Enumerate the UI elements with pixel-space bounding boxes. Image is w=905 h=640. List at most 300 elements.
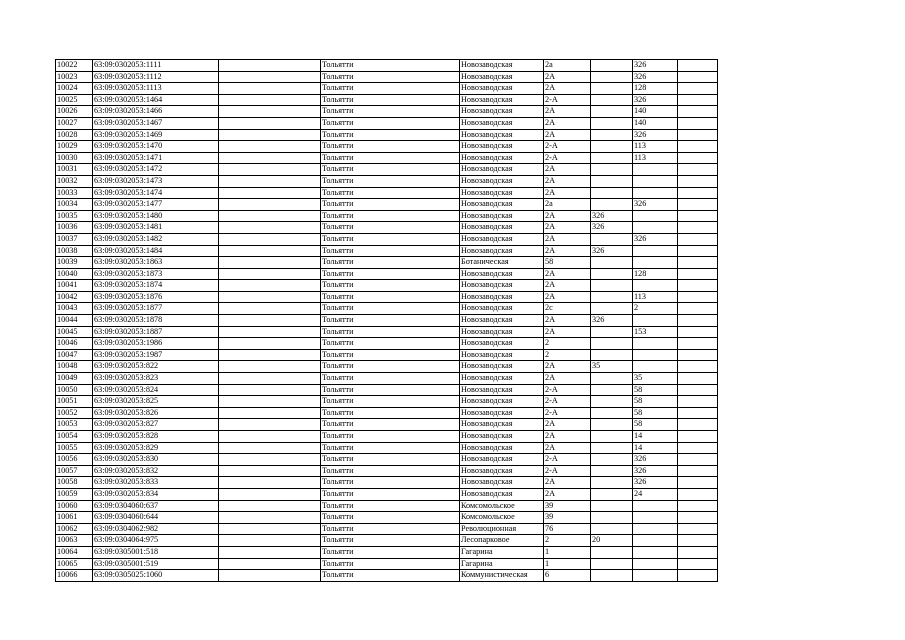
street-cell: Новозаводская: [460, 222, 544, 234]
extra-cell: [678, 187, 718, 199]
number-cell: 10036: [56, 222, 93, 234]
extra-cell: [678, 129, 718, 141]
house-cell: 2: [544, 338, 591, 350]
street-cell: Новозаводская: [460, 349, 544, 361]
city-cell: Тольятти: [321, 303, 460, 315]
value-b-cell: [633, 546, 678, 558]
number-cell: 10031: [56, 164, 93, 176]
city-cell: Тольятти: [321, 431, 460, 443]
value-a-cell: [591, 233, 633, 245]
extra-cell: [678, 396, 718, 408]
table-row: [56, 60, 718, 72]
extra-cell: [678, 199, 718, 211]
value-a-cell: 326: [591, 222, 633, 234]
value-b-cell: 58: [633, 419, 678, 431]
value-a-cell: [591, 94, 633, 106]
street-cell: Новозаводская: [460, 419, 544, 431]
city-cell: Тольятти: [321, 465, 460, 477]
value-b-cell: 326: [633, 477, 678, 489]
value-b-cell: [633, 338, 678, 350]
value-b-cell: 35: [633, 373, 678, 385]
table-row: [56, 117, 718, 129]
table-row: [56, 222, 718, 234]
number-cell: 10057: [56, 465, 93, 477]
table-row: [56, 558, 718, 570]
value-b-cell: [633, 245, 678, 257]
value-b-cell: [633, 175, 678, 187]
value-a-cell: [591, 349, 633, 361]
number-cell: 10037: [56, 233, 93, 245]
value-b-cell: 140: [633, 106, 678, 118]
cadastral-number-cell: 63:09:0302053:1467: [93, 117, 219, 129]
cadastral-number-cell: 63:09:0302053:826: [93, 407, 219, 419]
table-row: [56, 175, 718, 187]
table-row: [56, 570, 718, 582]
table-row: [56, 500, 718, 512]
cadastral-number-cell: 63:09:0302053:832: [93, 465, 219, 477]
extra-cell: [678, 465, 718, 477]
cadastral-number-cell: 63:09:0302053:1878: [93, 315, 219, 327]
table-row: [56, 199, 718, 211]
city-cell: Тольятти: [321, 245, 460, 257]
value-a-cell: [591, 187, 633, 199]
city-cell: Тольятти: [321, 222, 460, 234]
value-b-cell: 140: [633, 117, 678, 129]
value-a-cell: [591, 465, 633, 477]
number-cell: 10048: [56, 361, 93, 373]
cadastral-number-cell: 63:09:0302053:1480: [93, 210, 219, 222]
table-row: [56, 338, 718, 350]
value-a-cell: [591, 141, 633, 153]
table-body: [56, 60, 718, 582]
number-cell: 10038: [56, 245, 93, 257]
table-row: [56, 141, 718, 153]
blank-cell: [219, 303, 321, 315]
city-cell: Тольятти: [321, 257, 460, 269]
extra-cell: [678, 60, 718, 72]
table-row: [56, 477, 718, 489]
value-b-cell: 128: [633, 268, 678, 280]
blank-cell: [219, 141, 321, 153]
house-cell: 2А: [544, 488, 591, 500]
value-b-cell: 24: [633, 488, 678, 500]
house-cell: 2А: [544, 222, 591, 234]
house-cell: 2А: [544, 245, 591, 257]
value-a-cell: [591, 175, 633, 187]
cadastral-number-cell: 63:09:0302053:1887: [93, 326, 219, 338]
extra-cell: [678, 291, 718, 303]
extra-cell: [678, 512, 718, 524]
cadastral-number-cell: 63:09:0302053:829: [93, 442, 219, 454]
cadastral-number-cell: 63:09:0302053:1471: [93, 152, 219, 164]
value-a-cell: [591, 60, 633, 72]
street-cell: Новозаводская: [460, 373, 544, 385]
cadastral-number-cell: 63:09:0302053:1464: [93, 94, 219, 106]
blank-cell: [219, 361, 321, 373]
street-cell: Новозаводская: [460, 407, 544, 419]
cadastral-number-cell: 63:09:0302053:1484: [93, 245, 219, 257]
table-row: [56, 361, 718, 373]
value-b-cell: [633, 558, 678, 570]
value-b-cell: 326: [633, 233, 678, 245]
extra-cell: [678, 175, 718, 187]
city-cell: Тольятти: [321, 477, 460, 489]
house-cell: 1: [544, 558, 591, 570]
value-a-cell: [591, 431, 633, 443]
blank-cell: [219, 291, 321, 303]
house-cell: 2А: [544, 361, 591, 373]
extra-cell: [678, 257, 718, 269]
street-cell: Новозаводская: [460, 338, 544, 350]
blank-cell: [219, 83, 321, 95]
blank-cell: [219, 500, 321, 512]
street-cell: Новозаводская: [460, 384, 544, 396]
city-cell: Тольятти: [321, 60, 460, 72]
blank-cell: [219, 442, 321, 454]
city-cell: Тольятти: [321, 500, 460, 512]
blank-cell: [219, 407, 321, 419]
street-cell: Новозаводская: [460, 199, 544, 211]
city-cell: Тольятти: [321, 407, 460, 419]
extra-cell: [678, 315, 718, 327]
extra-cell: [678, 338, 718, 350]
value-b-cell: 58: [633, 396, 678, 408]
table-row: [56, 315, 718, 327]
value-a-cell: [591, 454, 633, 466]
number-cell: 10033: [56, 187, 93, 199]
value-b-cell: 58: [633, 407, 678, 419]
value-b-cell: 14: [633, 431, 678, 443]
extra-cell: [678, 117, 718, 129]
city-cell: Тольятти: [321, 71, 460, 83]
value-b-cell: [633, 535, 678, 547]
cadastral-number-cell: 63:09:0304060:644: [93, 512, 219, 524]
cadastral-number-cell: 63:09:0304060:637: [93, 500, 219, 512]
street-cell: Лесопарковое: [460, 535, 544, 547]
value-a-cell: [591, 106, 633, 118]
table-row: [56, 245, 718, 257]
extra-cell: [678, 535, 718, 547]
city-cell: Тольятти: [321, 291, 460, 303]
extra-cell: [678, 419, 718, 431]
table-row: [56, 431, 718, 443]
house-cell: 2: [544, 535, 591, 547]
blank-cell: [219, 129, 321, 141]
blank-cell: [219, 454, 321, 466]
house-cell: 2А: [544, 315, 591, 327]
number-cell: 10053: [56, 419, 93, 431]
register-table: [55, 59, 718, 582]
extra-cell: [678, 454, 718, 466]
table-row: [56, 210, 718, 222]
value-a-cell: [591, 488, 633, 500]
number-cell: 10059: [56, 488, 93, 500]
blank-cell: [219, 419, 321, 431]
house-cell: 2-А: [544, 152, 591, 164]
extra-cell: [678, 83, 718, 95]
house-cell: 2А: [544, 117, 591, 129]
table-row: [56, 303, 718, 315]
house-cell: 2А: [544, 106, 591, 118]
street-cell: Новозаводская: [460, 442, 544, 454]
city-cell: Тольятти: [321, 349, 460, 361]
city-cell: Тольятти: [321, 523, 460, 535]
street-cell: Новозаводская: [460, 164, 544, 176]
cadastral-number-cell: 63:09:0302053:1466: [93, 106, 219, 118]
house-cell: 2А: [544, 280, 591, 292]
city-cell: Тольятти: [321, 280, 460, 292]
house-cell: 2А: [544, 431, 591, 443]
value-a-cell: [591, 326, 633, 338]
street-cell: Новозаводская: [460, 129, 544, 141]
value-a-cell: [591, 268, 633, 280]
value-a-cell: 326: [591, 315, 633, 327]
house-cell: 2А: [544, 373, 591, 385]
extra-cell: [678, 488, 718, 500]
extra-cell: [678, 407, 718, 419]
blank-cell: [219, 245, 321, 257]
street-cell: Новозаводская: [460, 152, 544, 164]
value-b-cell: [633, 164, 678, 176]
house-cell: 39: [544, 500, 591, 512]
extra-cell: [678, 210, 718, 222]
number-cell: 10055: [56, 442, 93, 454]
cadastral-number-cell: 63:09:0305001:519: [93, 558, 219, 570]
value-b-cell: 326: [633, 60, 678, 72]
extra-cell: [678, 326, 718, 338]
street-cell: Новозаводская: [460, 141, 544, 153]
cadastral-number-cell: 63:09:0302053:1877: [93, 303, 219, 315]
cadastral-number-cell: 63:09:0302053:824: [93, 384, 219, 396]
street-cell: Новозаводская: [460, 210, 544, 222]
extra-cell: [678, 384, 718, 396]
street-cell: Новозаводская: [460, 361, 544, 373]
street-cell: Новозаводская: [460, 94, 544, 106]
number-cell: 10066: [56, 570, 93, 582]
value-a-cell: [591, 291, 633, 303]
table-row: [56, 349, 718, 361]
street-cell: Новозаводская: [460, 291, 544, 303]
extra-cell: [678, 94, 718, 106]
house-cell: 2А: [544, 442, 591, 454]
cadastral-number-cell: 63:09:0302053:830: [93, 454, 219, 466]
blank-cell: [219, 106, 321, 118]
table-row: [56, 523, 718, 535]
blank-cell: [219, 512, 321, 524]
extra-cell: [678, 245, 718, 257]
city-cell: Тольятти: [321, 315, 460, 327]
house-cell: 2А: [544, 129, 591, 141]
blank-cell: [219, 373, 321, 385]
street-cell: Новозаводская: [460, 315, 544, 327]
blank-cell: [219, 268, 321, 280]
house-cell: 2А: [544, 419, 591, 431]
blank-cell: [219, 326, 321, 338]
street-cell: Новозаводская: [460, 326, 544, 338]
cadastral-number-cell: 63:09:0305025:1060: [93, 570, 219, 582]
house-cell: 2А: [544, 268, 591, 280]
table-row: [56, 546, 718, 558]
street-cell: Гагарина: [460, 546, 544, 558]
street-cell: Новозаводская: [460, 303, 544, 315]
cadastral-number-cell: 63:09:0302053:825: [93, 396, 219, 408]
house-cell: 2с: [544, 303, 591, 315]
value-b-cell: [633, 315, 678, 327]
table-row: [56, 396, 718, 408]
blank-cell: [219, 546, 321, 558]
value-a-cell: [591, 338, 633, 350]
cadastral-number-cell: 63:09:0302053:833: [93, 477, 219, 489]
extra-cell: [678, 570, 718, 582]
value-a-cell: [591, 384, 633, 396]
extra-cell: [678, 349, 718, 361]
value-b-cell: [633, 570, 678, 582]
value-b-cell: 113: [633, 141, 678, 153]
number-cell: 10045: [56, 326, 93, 338]
cadastral-number-cell: 63:09:0302053:1987: [93, 349, 219, 361]
table-row: [56, 442, 718, 454]
blank-cell: [219, 349, 321, 361]
street-cell: Коммунистическая: [460, 570, 544, 582]
value-b-cell: [633, 187, 678, 199]
value-b-cell: 326: [633, 71, 678, 83]
house-cell: 2-А: [544, 94, 591, 106]
number-cell: 10034: [56, 199, 93, 211]
number-cell: 10047: [56, 349, 93, 361]
table-row: [56, 419, 718, 431]
value-b-cell: [633, 523, 678, 535]
number-cell: 10043: [56, 303, 93, 315]
blank-cell: [219, 523, 321, 535]
value-a-cell: [591, 152, 633, 164]
street-cell: Ботаническая: [460, 257, 544, 269]
street-cell: Новозаводская: [460, 60, 544, 72]
house-cell: 2А: [544, 210, 591, 222]
house-cell: 2-А: [544, 407, 591, 419]
blank-cell: [219, 233, 321, 245]
value-b-cell: 113: [633, 152, 678, 164]
number-cell: 10050: [56, 384, 93, 396]
table-row: [56, 152, 718, 164]
number-cell: 10040: [56, 268, 93, 280]
table-row: [56, 257, 718, 269]
cadastral-number-cell: 63:09:0302053:834: [93, 488, 219, 500]
city-cell: Тольятти: [321, 558, 460, 570]
number-cell: 10062: [56, 523, 93, 535]
city-cell: Тольятти: [321, 106, 460, 118]
house-cell: 2А: [544, 233, 591, 245]
house-cell: 2А: [544, 477, 591, 489]
value-a-cell: [591, 396, 633, 408]
value-a-cell: [591, 546, 633, 558]
table-row: [56, 129, 718, 141]
table-row: [56, 512, 718, 524]
number-cell: 10028: [56, 129, 93, 141]
city-cell: Тольятти: [321, 326, 460, 338]
value-a-cell: [591, 558, 633, 570]
table-row: [56, 83, 718, 95]
street-cell: Новозаводская: [460, 175, 544, 187]
value-a-cell: [591, 523, 633, 535]
cadastral-number-cell: 63:09:0305001:518: [93, 546, 219, 558]
house-cell: 2А: [544, 164, 591, 176]
number-cell: 10065: [56, 558, 93, 570]
number-cell: 10027: [56, 117, 93, 129]
street-cell: Новозаводская: [460, 454, 544, 466]
value-b-cell: 58: [633, 384, 678, 396]
number-cell: 10026: [56, 106, 93, 118]
value-b-cell: 14: [633, 442, 678, 454]
house-cell: 2А: [544, 326, 591, 338]
house-cell: 2а: [544, 60, 591, 72]
blank-cell: [219, 477, 321, 489]
value-b-cell: 113: [633, 291, 678, 303]
value-b-cell: [633, 257, 678, 269]
city-cell: Тольятти: [321, 152, 460, 164]
value-b-cell: [633, 361, 678, 373]
extra-cell: [678, 141, 718, 153]
value-a-cell: [591, 512, 633, 524]
cadastral-number-cell: 63:09:0302053:1876: [93, 291, 219, 303]
value-b-cell: 326: [633, 465, 678, 477]
city-cell: Тольятти: [321, 117, 460, 129]
house-cell: 2А: [544, 291, 591, 303]
extra-cell: [678, 361, 718, 373]
blank-cell: [219, 164, 321, 176]
city-cell: Тольятти: [321, 384, 460, 396]
table-row: [56, 280, 718, 292]
house-cell: 2А: [544, 71, 591, 83]
street-cell: Новозаводская: [460, 245, 544, 257]
cadastral-number-cell: 63:09:0304062:982: [93, 523, 219, 535]
value-b-cell: [633, 512, 678, 524]
number-cell: 10025: [56, 94, 93, 106]
value-a-cell: 35: [591, 361, 633, 373]
cadastral-number-cell: 63:09:0302053:1472: [93, 164, 219, 176]
city-cell: Тольятти: [321, 361, 460, 373]
number-cell: 10052: [56, 407, 93, 419]
blank-cell: [219, 257, 321, 269]
extra-cell: [678, 71, 718, 83]
table-row: [56, 488, 718, 500]
blank-cell: [219, 431, 321, 443]
value-a-cell: [591, 500, 633, 512]
city-cell: Тольятти: [321, 141, 460, 153]
value-a-cell: [591, 71, 633, 83]
blank-cell: [219, 210, 321, 222]
city-cell: Тольятти: [321, 94, 460, 106]
city-cell: Тольятти: [321, 512, 460, 524]
number-cell: 10054: [56, 431, 93, 443]
value-b-cell: 128: [633, 83, 678, 95]
table-row: [56, 454, 718, 466]
extra-cell: [678, 558, 718, 570]
table-row: [56, 71, 718, 83]
blank-cell: [219, 535, 321, 547]
extra-cell: [678, 546, 718, 558]
value-a-cell: 326: [591, 210, 633, 222]
value-a-cell: [591, 303, 633, 315]
house-cell: 2-А: [544, 141, 591, 153]
city-cell: Тольятти: [321, 546, 460, 558]
street-cell: Новозаводская: [460, 431, 544, 443]
extra-cell: [678, 500, 718, 512]
blank-cell: [219, 199, 321, 211]
value-a-cell: 326: [591, 245, 633, 257]
blank-cell: [219, 280, 321, 292]
city-cell: Тольятти: [321, 373, 460, 385]
blank-cell: [219, 315, 321, 327]
